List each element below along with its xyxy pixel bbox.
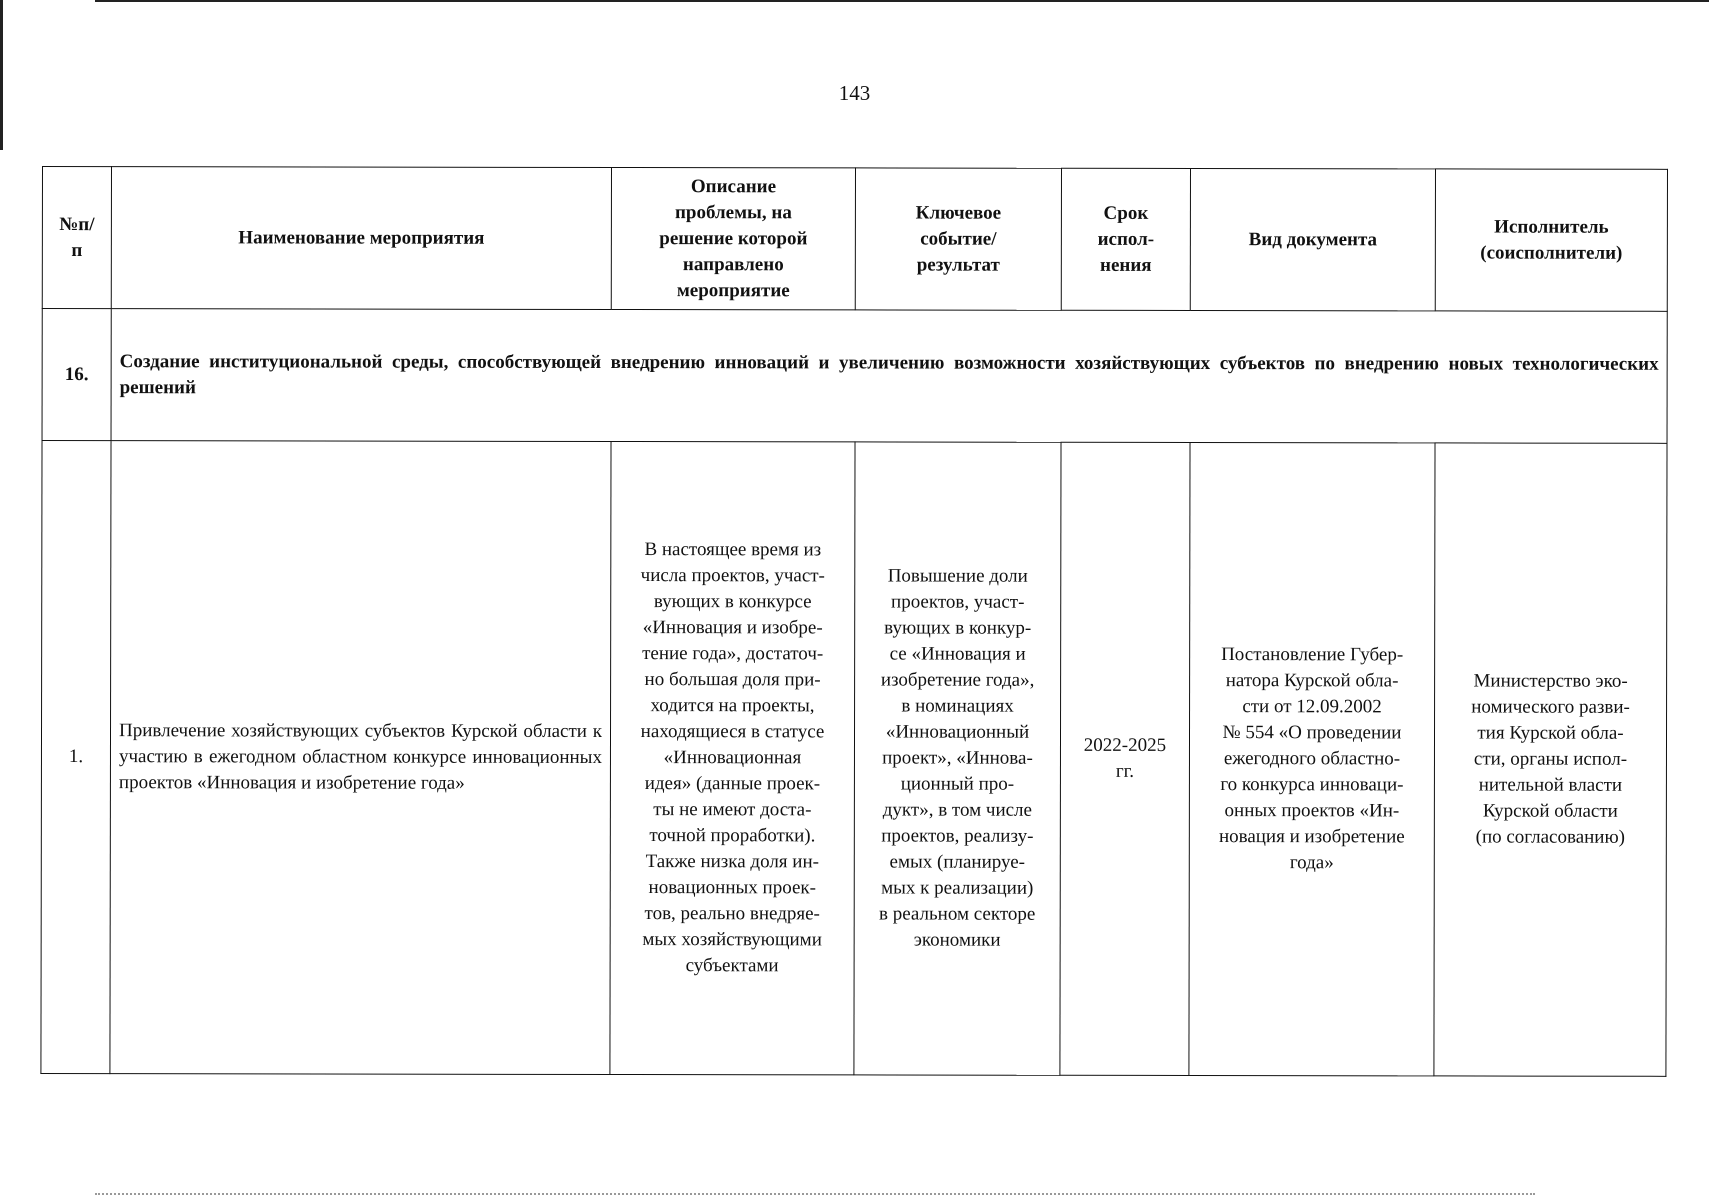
table-header-row xyxy=(42,167,1667,312)
scan-artifact-bottom xyxy=(95,1193,1535,1197)
section-row xyxy=(42,309,1667,444)
row-doc-type: Постановление Губер- натора Курской обла- сти от 12.09.2002 № 554 «О проведении ежегодного областно- го конкурса инноваци- онных проектов «Ин- новация и изобретение года» xyxy=(1189,443,1435,1076)
header-num: №п/ п xyxy=(42,167,111,309)
row-deadline: 2022-2025 гг. xyxy=(1060,442,1190,1075)
row-event: Повышение доли проектов, участ- вующих в конкур- се «Инновация и изобретение года», в номинациях «Инновационный проект», «Иннова- ционный про- дукт», в том числе проектов, реализу- емых (планируе- мых к реализации) в реальном секторе экономики xyxy=(854,442,1061,1075)
section-title: Создание институциональной среды, способствующей внедрению инноваций и увеличению возможности хозяйствующих субъектов по внедрению новых технологических решений xyxy=(111,309,1667,444)
measures-table xyxy=(40,166,1668,1077)
row-problem: В настоящее время из числа проектов, участ- вующих в конкурсе «Инновация и изобре- тение года», достаточ- но большая доля при- ходится на проекты, находящиеся в статусе «Инновационная идея» (данные проек- ты не имеют доста- точной проработки). Также низка доля ин- новационных проек- тов, реально внедряе- мых хозяйствующими субъектами xyxy=(610,441,855,1074)
header-event: Ключевое событие/ результат xyxy=(855,168,1061,310)
scan-edge-top xyxy=(95,0,1709,2)
row-executor: Министерство эко- номического разви- тия Курской обла- сти, органы испол- нительной власти Курской области (по согласованию) xyxy=(1434,443,1667,1076)
header-problem: Описание проблемы, на решение которой направлено мероприятие xyxy=(611,167,855,309)
header-executor: Исполнитель (соисполнители) xyxy=(1435,169,1667,311)
table-row xyxy=(41,441,1667,1077)
scan-edge-left xyxy=(0,0,3,150)
header-name: Наименование мероприятия xyxy=(111,167,611,310)
header-deadline: Срок испол- нения xyxy=(1061,168,1190,310)
section-number: 16. xyxy=(42,309,111,441)
header-doc-type: Вид документа xyxy=(1190,169,1435,311)
row-name: Привлечение хозяйствующих субъектов Курской области к участию в ежегодном областном конкурсе инновационных проектов «Инновация и изобретение года» xyxy=(110,441,611,1075)
page-number: 143 xyxy=(838,81,871,105)
row-num: 1. xyxy=(41,441,111,1074)
